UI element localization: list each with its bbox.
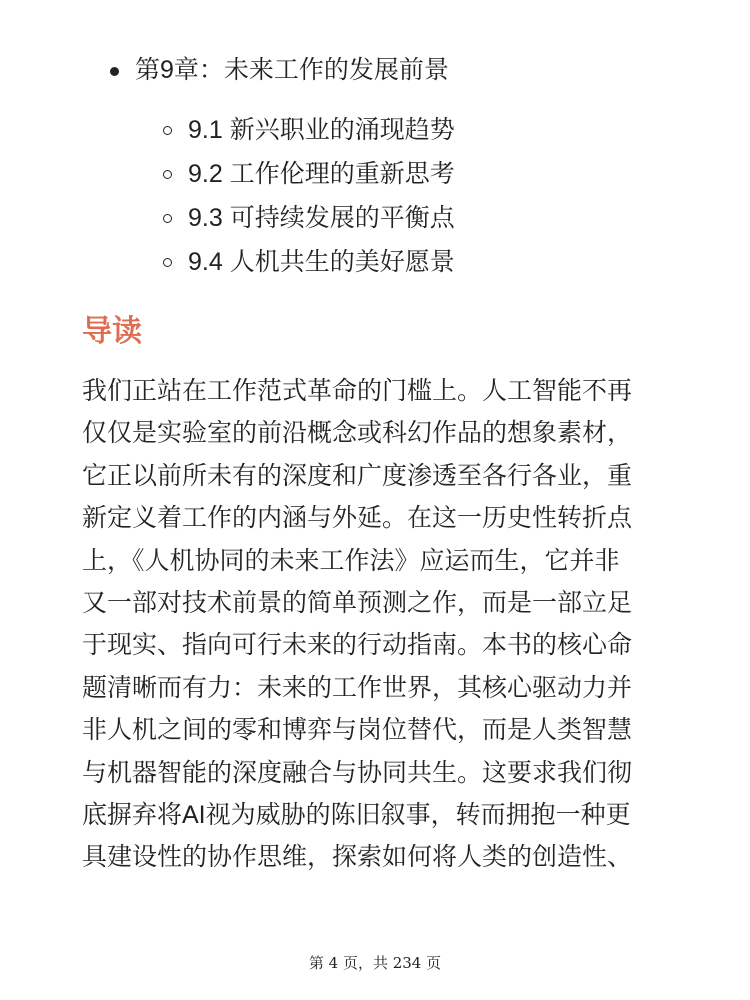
paragraph-line: 仅仅是实验室的前沿概念或科幻作品的想象素材， [82, 419, 633, 448]
paragraph-line: 我们正站在工作范式革命的门槛上。人工智能不再 [82, 377, 633, 405]
paragraph-line: 与机器智能的深度融合与协同共生。这要求我们彻 [82, 758, 633, 787]
toc-section-item [162, 196, 455, 240]
page-number-footer: 第 4 页，共 234 页 [308, 954, 442, 972]
paragraph-line: 它正以前所未有的深度和广度渗透至各行各业，重 [82, 461, 633, 490]
toc-section-item [162, 152, 455, 196]
paragraph-line: 于现实、指向可行未来的行动指南。本书的核心命 [82, 631, 633, 660]
toc-section-label: 9.2 工作伦理的重新思考 [188, 160, 455, 188]
bullet-circle-icon [163, 170, 172, 179]
toc-section-item [162, 108, 455, 152]
toc-sub-list [162, 108, 455, 284]
paragraph-line: 新定义着工作的内涵与外延。在这一历史性转折点 [82, 504, 633, 533]
paragraph-line: 又一部对技术前景的简单预测之作，而是一部立足 [82, 589, 633, 618]
toc-chapter-title: 第9章：未来工作的发展前景 [135, 56, 449, 84]
toc-section-item [162, 240, 455, 284]
bullet-circle-icon [163, 258, 172, 267]
bullet-circle-icon [163, 214, 172, 223]
paragraph-line: 非人机之间的零和博弈与岗位替代，而是人类智慧 [82, 716, 633, 745]
section-heading: 导读 [82, 315, 142, 348]
toc-section-label: 9.1 新兴职业的涌现趋势 [188, 116, 455, 144]
toc-section-label: 9.3 可持续发展的平衡点 [188, 204, 455, 232]
bullet-circle-icon [163, 126, 172, 135]
bullet-disc-icon [110, 67, 119, 76]
paragraph-line: 具建设性的协作思维，探索如何将人类的创造性、 [82, 843, 633, 872]
toc-section-label: 9.4 人机共生的美好愿景 [188, 248, 455, 276]
paragraph-line: 题清晰而有力：未来的工作世界，其核心驱动力并 [82, 673, 633, 702]
paragraph-line: 上，《人机协同的未来工作法》应运而生，它并非 [82, 546, 620, 575]
paragraph-line: 底摒弃将AI视为威胁的陈旧叙事，转而拥抱一种更 [82, 801, 631, 830]
intro-paragraph [82, 370, 672, 879]
